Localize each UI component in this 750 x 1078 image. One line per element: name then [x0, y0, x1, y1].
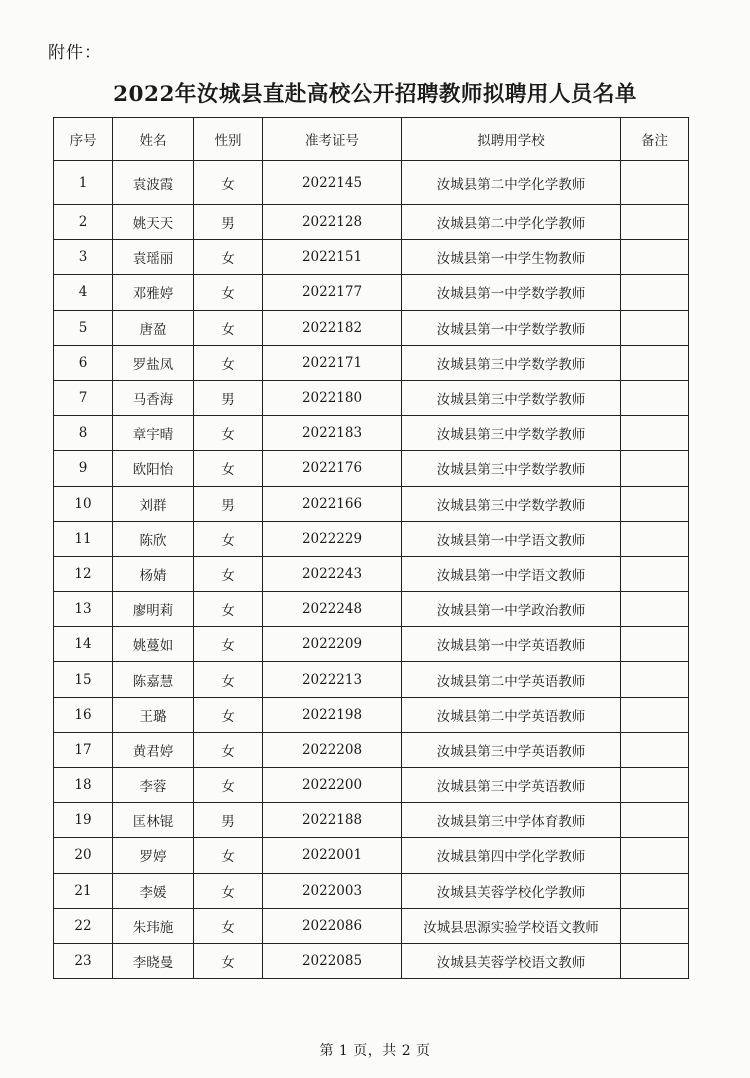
table-row	[54, 838, 689, 873]
cell-school: 汝城县第一中学生物教师	[402, 240, 621, 275]
cell-index: 7	[54, 380, 113, 415]
cell-remarks	[621, 240, 689, 275]
table-row	[54, 873, 689, 908]
cell-gender: 女	[194, 697, 263, 732]
cell-name: 廖明莉	[113, 592, 194, 627]
table-row	[54, 768, 689, 803]
cell-school: 汝城县第一中学数学教师	[402, 275, 621, 310]
cell-name: 章宇晴	[113, 416, 194, 451]
cell-gender: 女	[194, 732, 263, 767]
cell-school: 汝城县第四中学化学教师	[402, 838, 621, 873]
cell-exam-id: 2022086	[263, 908, 402, 943]
table-header	[54, 118, 689, 161]
table-row	[54, 627, 689, 662]
cell-exam-id: 2022208	[263, 732, 402, 767]
page-number-footer: 第 1 页，共 2 页	[319, 1043, 431, 1059]
cell-name: 杨婧	[113, 556, 194, 591]
table-row	[54, 697, 689, 732]
cell-remarks	[621, 732, 689, 767]
table-row	[54, 310, 689, 345]
cell-index: 13	[54, 592, 113, 627]
cell-gender: 男	[194, 486, 263, 521]
cell-gender: 男	[194, 205, 263, 240]
cell-name: 陈欣	[113, 521, 194, 556]
table-row	[54, 416, 689, 451]
cell-remarks	[621, 310, 689, 345]
cell-school: 汝城县第二中学化学教师	[402, 205, 621, 240]
table-row	[54, 908, 689, 943]
cell-remarks	[621, 662, 689, 697]
table-row	[54, 592, 689, 627]
cell-exam-id: 2022183	[263, 416, 402, 451]
attachment-label: 附件：	[48, 43, 102, 63]
cell-remarks	[621, 592, 689, 627]
cell-index: 9	[54, 451, 113, 486]
cell-exam-id: 2022145	[263, 161, 402, 205]
cell-exam-id: 2022200	[263, 768, 402, 803]
cell-remarks	[621, 697, 689, 732]
cell-index: 18	[54, 768, 113, 803]
cell-school: 汝城县第一中学语文教师	[402, 556, 621, 591]
cell-gender: 男	[194, 803, 263, 838]
cell-name: 袁瑶丽	[113, 240, 194, 275]
cell-school: 汝城县第三中学数学教师	[402, 345, 621, 380]
cell-gender: 女	[194, 556, 263, 591]
table-row	[54, 380, 689, 415]
cell-school: 汝城县第二中学英语教师	[402, 697, 621, 732]
cell-remarks	[621, 345, 689, 380]
cell-remarks	[621, 205, 689, 240]
cell-exam-id: 2022085	[263, 943, 402, 978]
cell-gender: 男	[194, 380, 263, 415]
cell-gender: 女	[194, 908, 263, 943]
table-row	[54, 486, 689, 521]
cell-name: 李晓曼	[113, 943, 194, 978]
cell-gender: 女	[194, 838, 263, 873]
cell-exam-id: 2022177	[263, 275, 402, 310]
cell-index: 1	[54, 161, 113, 205]
table-row	[54, 803, 689, 838]
cell-index: 23	[54, 943, 113, 978]
cell-remarks	[621, 161, 689, 205]
cell-gender: 女	[194, 345, 263, 380]
cell-index: 20	[54, 838, 113, 873]
cell-name: 马香海	[113, 380, 194, 415]
cell-index: 16	[54, 697, 113, 732]
cell-school: 汝城县第一中学语文教师	[402, 521, 621, 556]
cell-school: 汝城县第二中学英语教师	[402, 662, 621, 697]
cell-exam-id: 2022001	[263, 838, 402, 873]
cell-exam-id: 2022180	[263, 380, 402, 415]
cell-school: 汝城县第三中学体育教师	[402, 803, 621, 838]
cell-gender: 女	[194, 873, 263, 908]
cell-remarks	[621, 768, 689, 803]
cell-gender: 女	[194, 943, 263, 978]
cell-remarks	[621, 486, 689, 521]
cell-school: 汝城县第一中学英语教师	[402, 627, 621, 662]
cell-exam-id: 2022151	[263, 240, 402, 275]
table-row	[54, 662, 689, 697]
cell-exam-id: 2022003	[263, 873, 402, 908]
cell-exam-id: 2022198	[263, 697, 402, 732]
cell-school: 汝城县第三中学数学教师	[402, 451, 621, 486]
cell-name: 刘群	[113, 486, 194, 521]
cell-school: 汝城县第三中学数学教师	[402, 416, 621, 451]
cell-remarks	[621, 556, 689, 591]
header-cell-index: 序号	[54, 118, 113, 161]
cell-index: 14	[54, 627, 113, 662]
cell-exam-id: 2022248	[263, 592, 402, 627]
cell-index: 22	[54, 908, 113, 943]
cell-index: 17	[54, 732, 113, 767]
cell-exam-id: 2022229	[263, 521, 402, 556]
cell-gender: 女	[194, 592, 263, 627]
cell-gender: 女	[194, 768, 263, 803]
cell-school: 汝城县思源实验学校语文教师	[402, 908, 621, 943]
cell-name: 黄君婷	[113, 732, 194, 767]
cell-school: 汝城县第三中学英语教师	[402, 732, 621, 767]
cell-exam-id: 2022182	[263, 310, 402, 345]
cell-exam-id: 2022188	[263, 803, 402, 838]
cell-remarks	[621, 627, 689, 662]
table-row	[54, 345, 689, 380]
hiring-roster-table	[53, 117, 689, 979]
cell-remarks	[621, 803, 689, 838]
cell-index: 15	[54, 662, 113, 697]
cell-remarks	[621, 838, 689, 873]
cell-name: 王璐	[113, 697, 194, 732]
cell-name: 罗婷	[113, 838, 194, 873]
cell-index: 5	[54, 310, 113, 345]
cell-gender: 女	[194, 627, 263, 662]
document-title: 2022年汝城县直赴高校公开招聘教师拟聘用人员名单	[113, 82, 637, 107]
cell-name: 朱玮施	[113, 908, 194, 943]
header-row	[54, 118, 689, 161]
header-cell-gender: 性别	[194, 118, 263, 161]
cell-school: 汝城县芙蓉学校化学教师	[402, 873, 621, 908]
table-row	[54, 205, 689, 240]
cell-name: 袁波霞	[113, 161, 194, 205]
header-cell-exam-id: 准考证号	[263, 118, 402, 161]
cell-index: 19	[54, 803, 113, 838]
table-row	[54, 240, 689, 275]
cell-name: 姚天天	[113, 205, 194, 240]
cell-index: 10	[54, 486, 113, 521]
header-cell-school: 拟聘用学校	[402, 118, 621, 161]
cell-remarks	[621, 521, 689, 556]
cell-name: 邓雅婷	[113, 275, 194, 310]
cell-index: 21	[54, 873, 113, 908]
cell-exam-id: 2022213	[263, 662, 402, 697]
cell-exam-id: 2022176	[263, 451, 402, 486]
cell-school: 汝城县芙蓉学校语文教师	[402, 943, 621, 978]
cell-name: 欧阳怡	[113, 451, 194, 486]
cell-exam-id: 2022171	[263, 345, 402, 380]
cell-gender: 女	[194, 310, 263, 345]
cell-gender: 女	[194, 521, 263, 556]
cell-school: 汝城县第一中学数学教师	[402, 310, 621, 345]
table-row	[54, 556, 689, 591]
cell-exam-id: 2022128	[263, 205, 402, 240]
cell-gender: 女	[194, 161, 263, 205]
cell-school: 汝城县第三中学数学教师	[402, 486, 621, 521]
header-cell-name: 姓名	[113, 118, 194, 161]
table-row	[54, 451, 689, 486]
cell-gender: 女	[194, 240, 263, 275]
cell-index: 8	[54, 416, 113, 451]
cell-index: 6	[54, 345, 113, 380]
cell-school: 汝城县第三中学数学教师	[402, 380, 621, 415]
cell-remarks	[621, 873, 689, 908]
cell-name: 唐盈	[113, 310, 194, 345]
cell-remarks	[621, 416, 689, 451]
cell-school: 汝城县第一中学政治教师	[402, 592, 621, 627]
table-row	[54, 732, 689, 767]
cell-index: 3	[54, 240, 113, 275]
cell-name: 罗盐凤	[113, 345, 194, 380]
cell-exam-id: 2022209	[263, 627, 402, 662]
cell-name: 姚蔓如	[113, 627, 194, 662]
table-row	[54, 943, 689, 978]
cell-remarks	[621, 451, 689, 486]
cell-school: 汝城县第三中学英语教师	[402, 768, 621, 803]
table-row	[54, 161, 689, 205]
cell-exam-id: 2022166	[263, 486, 402, 521]
cell-school: 汝城县第二中学化学教师	[402, 161, 621, 205]
cell-gender: 女	[194, 451, 263, 486]
table-row	[54, 521, 689, 556]
cell-gender: 女	[194, 416, 263, 451]
cell-remarks	[621, 943, 689, 978]
cell-name: 李蓉	[113, 768, 194, 803]
cell-remarks	[621, 380, 689, 415]
cell-remarks	[621, 908, 689, 943]
cell-gender: 女	[194, 275, 263, 310]
table-body	[54, 161, 689, 979]
cell-name: 匡林锟	[113, 803, 194, 838]
cell-name: 陈嘉慧	[113, 662, 194, 697]
cell-index: 11	[54, 521, 113, 556]
cell-name: 李媛	[113, 873, 194, 908]
header-cell-remarks: 备注	[621, 118, 689, 161]
cell-index: 12	[54, 556, 113, 591]
cell-index: 4	[54, 275, 113, 310]
cell-exam-id: 2022243	[263, 556, 402, 591]
table-row	[54, 275, 689, 310]
cell-index: 2	[54, 205, 113, 240]
cell-remarks	[621, 275, 689, 310]
cell-gender: 女	[194, 662, 263, 697]
